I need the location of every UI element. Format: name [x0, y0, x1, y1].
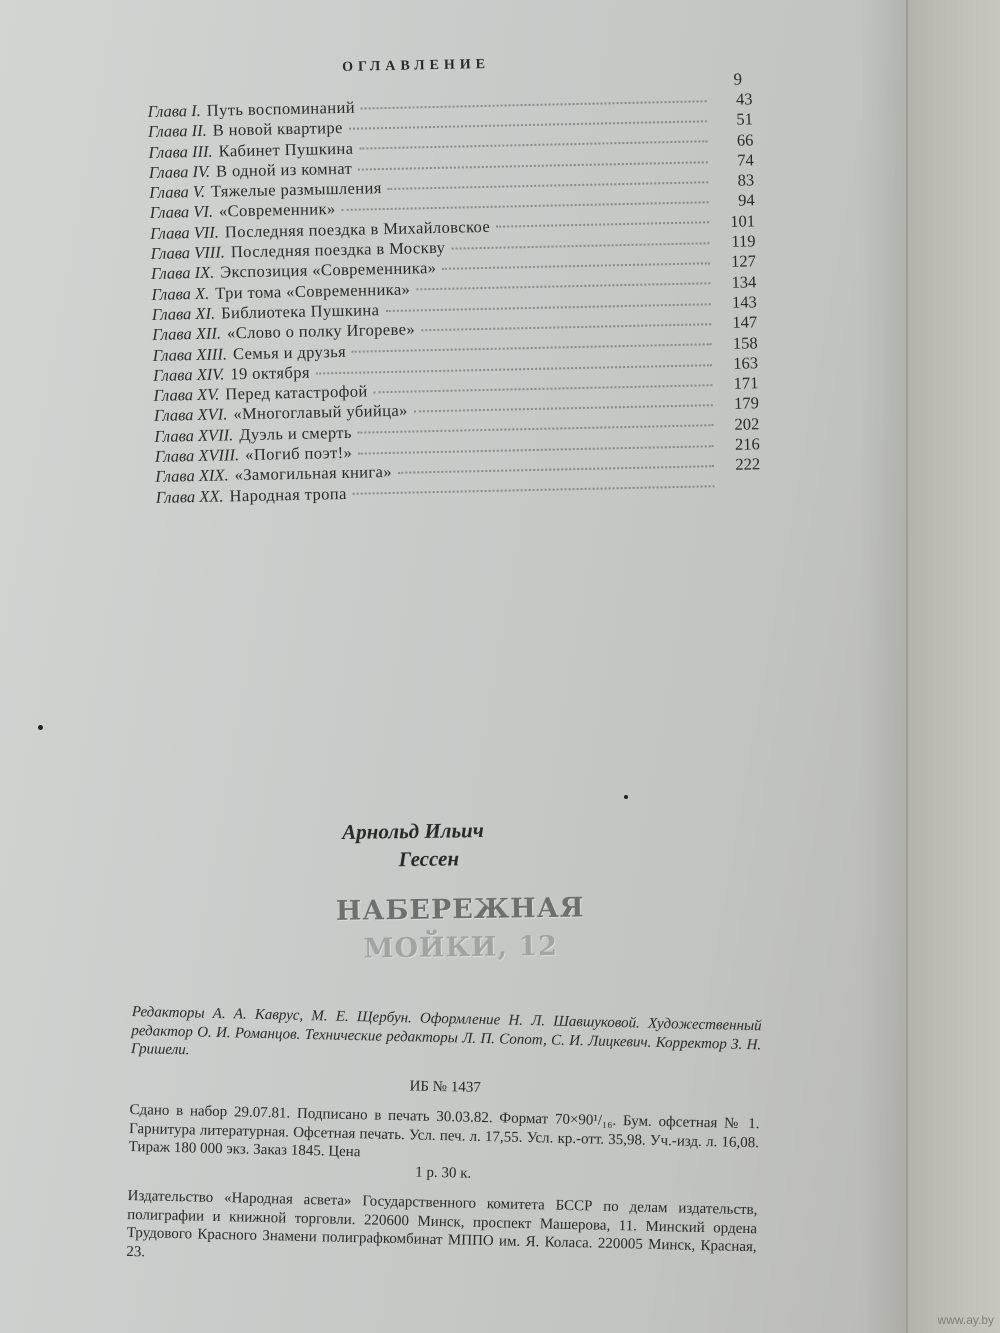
imprint-print-details: Сдано в набор 29.07.81. Подписано в печать 30.03.82. Формат 70×90¹/₁₆. Бум. офсетная № 1. Гарнитура литературная. Офсетная печать. Усл. печ. л. 17,55. Усл. кр.-отт. 35,98. Уч.-изд. л. 16,08. Тираж 180 000 экз. Заказ 1845. Цена	[128, 1101, 760, 1161]
chapter-page-number: 171	[733, 373, 759, 393]
chapter-title: В одной из комнат	[215, 158, 353, 181]
imprint-editors: Редакторы А. А. Каврус, М. Е. Щербун. Оформление Н. Л. Шавшуковой. Художественный редактор О. И. Романцов. Технические редакторы Л. П. Сопот, С. И. Лицкевич. Корректор З. Н. Гришели.	[130, 1003, 762, 1059]
next-page-edge	[906, 0, 1000, 1333]
chapter-label: Глава VI.	[149, 202, 214, 223]
chapter-label: Глава XIX.	[155, 465, 229, 487]
chapter-title: «Погиб поэт!»	[244, 442, 353, 465]
ink-speck	[624, 795, 628, 799]
watermark: www.ay.by	[937, 1313, 994, 1327]
dot-leader	[349, 119, 707, 130]
chapter-page-number: 163	[733, 353, 759, 373]
toc-first-page-number: 9	[733, 69, 743, 89]
dot-leader	[496, 221, 709, 228]
chapter-title: Тяжелые размышления	[210, 178, 382, 201]
chapter-title: Дуэль и смерть	[239, 422, 353, 444]
chapter-label: Глава V.	[149, 181, 206, 203]
chapter-page-number: 74	[737, 150, 754, 170]
chapter-label: Глава XI.	[151, 303, 216, 324]
chapter-page-number: 127	[730, 251, 757, 272]
dot-leader	[361, 99, 707, 109]
chapter-label: Глава XIV.	[152, 364, 225, 385]
author-first-name: Арнольд Ильич	[342, 818, 484, 844]
chapter-title: Три тома «Современника»	[215, 279, 411, 303]
chapter-page-number: 222	[735, 454, 761, 475]
chapter-page-number: 158	[732, 332, 758, 353]
chapter-page-number	[721, 490, 761, 491]
chapter-title: Кабинет Пушкина	[218, 138, 354, 161]
imprint-ib-number: ИБ № 1437	[409, 1077, 481, 1096]
toc-list	[147, 89, 760, 508]
chapter-title: Перед катастрофой	[225, 381, 368, 404]
ink-speck	[38, 725, 43, 730]
imprint-publisher: Издательство «Народная асвета» Государственного комитета БССР по делам издательств, полиграфии и книжной торговли. 220600 Минск, проспект Машерова, 11. Минский ордена Трудового Красного Знамени полиграфкомбинат МППО им. Я. Коласа. 220005 Минск, Красная, 23.	[126, 1187, 758, 1260]
author-last-name: Гессен	[398, 846, 460, 872]
chapter-page-number: 216	[734, 434, 760, 454]
chapter-label: Глава II.	[147, 121, 207, 142]
imprint-price: 1 р. 30 к.	[415, 1163, 472, 1182]
chapter-label: Глава III.	[148, 141, 213, 162]
chapter-label: Глава IX.	[150, 263, 215, 284]
chapter-title: Последняя поездка в Михайловское	[224, 216, 491, 242]
dot-leader	[359, 140, 707, 150]
chapter-page-number: 202	[734, 414, 760, 434]
dot-leader	[421, 322, 711, 331]
dot-leader	[451, 241, 709, 249]
chapter-page-number: 94	[737, 190, 755, 211]
chapter-page-number: 51	[736, 109, 754, 129]
chapter-page-number: 134	[731, 271, 757, 292]
chapter-label: Глава XII.	[152, 323, 222, 345]
book-title-line2: МОЙКИ, 12	[363, 930, 559, 965]
dot-leader	[374, 383, 713, 393]
chapter-page-number: 43	[735, 89, 753, 109]
chapter-title: Экспозиция «Современника»	[220, 258, 437, 282]
chapter-title: Семья и друзья	[232, 341, 347, 363]
chapter-label: Глава VII.	[149, 222, 220, 243]
dot-leader	[358, 424, 714, 434]
chapter-label: Глава XVII.	[154, 425, 234, 446]
dot-leader	[342, 200, 709, 211]
dot-leader	[358, 160, 708, 170]
chapter-title: «Слово о полку Игореве»	[226, 319, 416, 343]
book-title	[330, 889, 591, 969]
dot-leader	[388, 180, 709, 190]
chapter-label: Глава X.	[151, 283, 210, 304]
chapter-page-number: 83	[737, 170, 755, 190]
dot-leader	[414, 403, 713, 412]
chapter-page-number: 147	[732, 312, 758, 333]
chapter-label: Глава IV.	[148, 161, 211, 182]
chapter-label: Глава I.	[147, 100, 202, 121]
chapter-page-number: 66	[736, 129, 754, 150]
chapter-page-number: 119	[731, 231, 756, 251]
chapter-label: Глава XVIII.	[154, 445, 240, 466]
dot-leader	[442, 261, 710, 270]
dot-leader	[353, 484, 715, 495]
chapter-title: «Современник»	[218, 199, 336, 222]
dot-leader	[416, 282, 710, 291]
dot-leader	[398, 464, 714, 474]
toc-heading: ОГЛАВЛЕНИЕ	[342, 56, 491, 75]
imprint-block	[126, 1003, 762, 1275]
chapter-title: 19 октября	[230, 362, 311, 384]
chapter-title: Библиотека Пушкина	[220, 300, 380, 323]
chapter-title: Путь воспоминаний	[206, 97, 356, 120]
dot-leader	[385, 302, 710, 312]
dot-leader	[358, 444, 714, 454]
chapter-page-number: 179	[733, 393, 760, 414]
chapter-label: Глава XV.	[153, 384, 220, 406]
chapter-title: «Замогильная книга»	[234, 462, 393, 485]
chapter-title: «Многоглавый убийца»	[233, 401, 408, 424]
chapter-label: Глава XX.	[155, 486, 224, 507]
chapter-title: Последняя поездка в Москву	[230, 237, 446, 262]
dot-leader	[316, 363, 712, 374]
chapter-label: Глава XIII.	[152, 343, 228, 365]
book-title-line1: НАБЕРЕЖНАЯ	[335, 892, 585, 927]
chapter-label: Глава VIII.	[150, 242, 226, 264]
chapter-title: В новой квартире	[212, 118, 343, 140]
chapter-page-number: 101	[730, 211, 756, 231]
chapter-title: Народная тропа	[229, 483, 347, 506]
chapter-label: Глава XVI.	[153, 404, 228, 426]
page-shadow	[860, 0, 910, 1333]
author-name	[342, 816, 484, 874]
dot-leader	[352, 342, 712, 353]
chapter-page-number: 143	[731, 292, 757, 312]
